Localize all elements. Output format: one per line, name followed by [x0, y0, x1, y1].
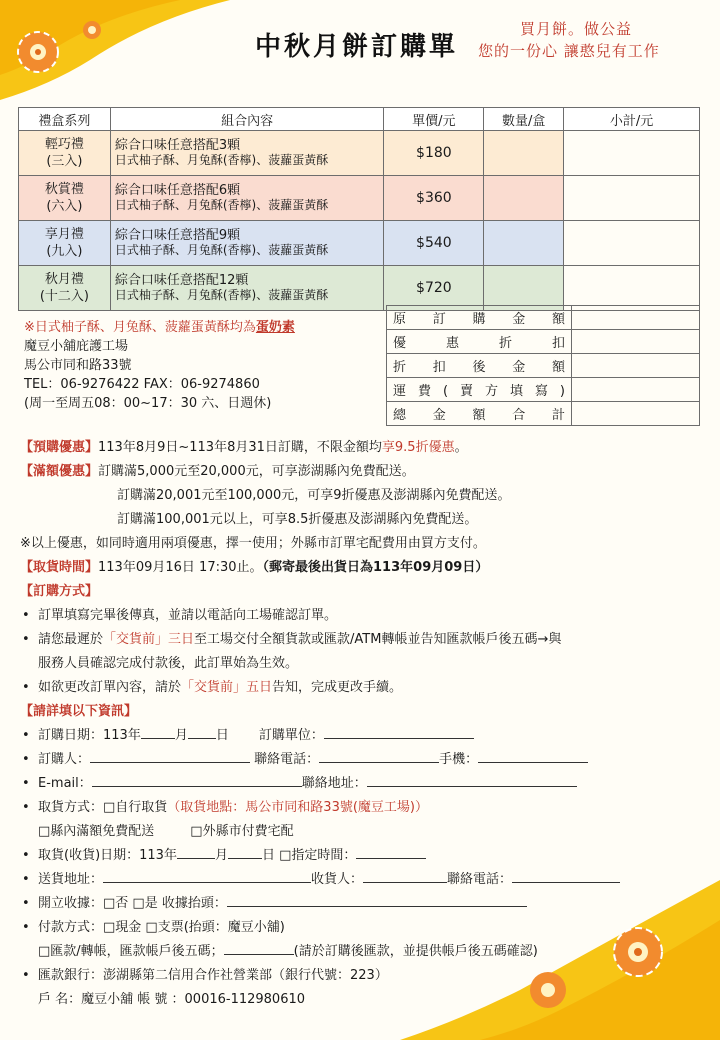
slogan-line-2: 您的一份心 讓憨兒有工作	[478, 42, 660, 60]
email-row: • E-mail： 聯絡地址：	[20, 772, 710, 796]
header-content: 組合內容	[110, 108, 384, 131]
product-name: 秋賞禮 (六入)	[19, 176, 111, 221]
summary-label: 總金額合計	[387, 402, 572, 426]
preorder-discount: 【預購優惠】113年8月9日~113年8月31日訂購，不限金額均享9.5折優惠。	[20, 440, 468, 455]
time-field[interactable]	[356, 844, 426, 859]
full-discount-3: 訂購滿100,001元以上，可享8.5折優惠及澎湖縣內免費配送。	[117, 512, 478, 527]
product-name: 輕巧禮 (三入)	[19, 131, 111, 176]
product-price: $180	[384, 131, 484, 176]
transfer-row: □匯款/轉帳，匯款帳戶後五碼； (請於訂購後匯款，並提供帳戶後五碼確認)	[20, 940, 710, 964]
pickup-date-row: • 取貨(收貨)日期：113年 月 日 □指定時間：	[20, 844, 710, 868]
summary-value[interactable]	[572, 330, 700, 354]
table-row	[19, 221, 700, 266]
table-header-row	[19, 108, 700, 131]
order-method-heading: 【訂購方式】	[20, 584, 99, 599]
account-last5-field[interactable]	[224, 940, 294, 955]
shop-name: 魔豆小舖庇護工場	[24, 339, 129, 354]
product-content: 綜合口味任意搭配3顆 日式柚子酥、月兔酥(香檸)、菠蘿蛋黃酥	[110, 131, 384, 176]
flower-icon	[83, 21, 101, 39]
subtotal-cell[interactable]	[564, 266, 700, 311]
receiver-phone-field[interactable]	[512, 868, 620, 883]
person-row: • 訂購人： 聯絡電話： 手機：	[20, 748, 710, 772]
self-pickup-checkbox[interactable]: 取貨方式：□自行取貨	[38, 800, 168, 815]
address-field[interactable]	[367, 772, 577, 787]
phone-field[interactable]	[319, 748, 439, 763]
table-row	[19, 176, 700, 221]
payment-row: • 付款方式：□現金 □支票(抬頭：魔豆小舖)	[20, 916, 710, 940]
summary-label: 運費(賣方填寫)	[387, 378, 572, 402]
unit-field[interactable]	[324, 724, 474, 739]
pickup-day-field[interactable]	[228, 844, 262, 859]
local-delivery-checkbox[interactable]: □縣內滿額免費配送	[38, 824, 155, 839]
account-row: 戶 名：魔豆小舖 帳 號 ：00016-112980610	[38, 992, 306, 1007]
pickup-month-field[interactable]	[177, 844, 215, 859]
quantity-cell[interactable]	[484, 221, 564, 266]
product-price: $540	[384, 221, 484, 266]
header-series: 禮盒系列	[19, 108, 111, 131]
form-heading: 【請詳填以下資訊】	[20, 704, 138, 719]
subtotal-cell[interactable]	[564, 131, 700, 176]
time-checkbox[interactable]: □指定時間：	[279, 848, 357, 863]
product-name: 享月禮 (九入)	[19, 221, 111, 266]
order-terms	[20, 436, 710, 1012]
summary-table	[386, 305, 700, 426]
quantity-cell[interactable]	[484, 176, 564, 221]
summary-label: 原訂購金額	[387, 306, 572, 330]
header-price: 單價/元	[384, 108, 484, 131]
table-row	[19, 131, 700, 176]
order-table	[18, 107, 700, 311]
product-price: $720	[384, 266, 484, 311]
subtotal-cell[interactable]	[564, 176, 700, 221]
email-field[interactable]	[92, 772, 302, 787]
shop-contact: TEL：06-9276422 FAX：06-9274860	[24, 377, 260, 392]
summary-label: 折扣後金額	[387, 354, 572, 378]
product-content: 綜合口味任意搭配9顆 日式柚子酥、月兔酥(香檸)、菠蘿蛋黃酥	[110, 221, 384, 266]
pickup-time: 【取貨時間】113年09月16日 17:30止。（郵寄最後出貨日為113年09月09日）	[20, 560, 489, 575]
delivery-options	[20, 820, 710, 844]
summary-value[interactable]	[572, 402, 700, 426]
quantity-cell[interactable]	[484, 131, 564, 176]
summary-value[interactable]	[572, 378, 700, 402]
shop-info	[24, 318, 379, 413]
vegetarian-note: ※日式柚子酥、月兔酥、菠蘿蛋黃酥均為蛋奶素	[24, 320, 295, 335]
product-content: 綜合口味任意搭配6顆 日式柚子酥、月兔酥(香檸)、菠蘿蛋黃酥	[110, 176, 384, 221]
discount-note: ※以上優惠，如同時適用兩項優惠，擇一使用；外縣市訂單宅配費用由買方支付。	[20, 536, 486, 551]
ship-address-row: • 送貨地址： 收貨人： 聯絡電話：	[20, 868, 710, 892]
ship-address-field[interactable]	[103, 868, 311, 883]
bank-row: • 匯款銀行：澎湖縣第二信用合作社營業部（銀行代號：223）	[20, 964, 710, 988]
shop-hours: (周一至周五08：00~17：30 六、日週休)	[24, 396, 272, 411]
page-title: 中秋月餅訂購單	[255, 32, 459, 62]
header-quantity: 數量/盒	[484, 108, 564, 131]
product-content: 綜合口味任意搭配12顆 日式柚子酥、月兔酥(香檸)、菠蘿蛋黃酥	[110, 266, 384, 311]
quantity-cell[interactable]	[484, 266, 564, 311]
slogan-line-1: 買月餅。做公益	[520, 20, 633, 38]
method-item: • 如欲更改訂單內容，請於「交貨前」五日告知，完成更改手續。	[20, 676, 710, 700]
pickup-method-row: • 取貨方式：□自行取貨（取貨地點：馬公市同和路33號(魔豆工場)）	[20, 796, 710, 820]
day-field[interactable]	[188, 724, 216, 739]
full-discount: 【滿額優惠】訂購滿5,000元至20,000元，可享澎湖縣內免費配送。	[20, 464, 415, 479]
flower-icon	[18, 32, 58, 72]
subtotal-cell[interactable]	[564, 221, 700, 266]
summary-label: 優惠折扣	[387, 330, 572, 354]
product-name: 秋月禮 (十二入)	[19, 266, 111, 311]
product-price: $360	[384, 176, 484, 221]
receipt-row: • 開立收據：□否 □是 收據抬頭：	[20, 892, 710, 916]
receipt-title-field[interactable]	[227, 892, 527, 907]
header-subtotal: 小計/元	[564, 108, 700, 131]
method-item: • 請您最遲於「交貨前」三日至工場交付全額貨款或匯款/ATM轉帳並告知匯款帳戶後五碼→與	[20, 628, 710, 652]
table-row	[19, 266, 700, 311]
method-item-cont: 服務人員確認完成付款後，此訂單始為生效。	[38, 656, 299, 671]
mobile-field[interactable]	[478, 748, 588, 763]
order-date-row: • 訂購日期：113年 月 日 訂購單位：	[20, 724, 710, 748]
person-field[interactable]	[90, 748, 250, 763]
summary-value[interactable]	[572, 354, 700, 378]
receiver-field[interactable]	[363, 868, 447, 883]
full-discount-2: 訂購滿20,001元至100,000元，可享9折優惠及澎湖縣內免費配送。	[117, 488, 511, 503]
summary-value[interactable]	[572, 306, 700, 330]
method-item: • 訂單填寫完畢後傳真，並請以電話向工場確認訂單。	[20, 604, 710, 628]
shop-address: 馬公市同和路33號	[24, 358, 132, 373]
month-field[interactable]	[141, 724, 175, 739]
outside-delivery-checkbox[interactable]: □外縣市付費宅配	[190, 824, 294, 839]
